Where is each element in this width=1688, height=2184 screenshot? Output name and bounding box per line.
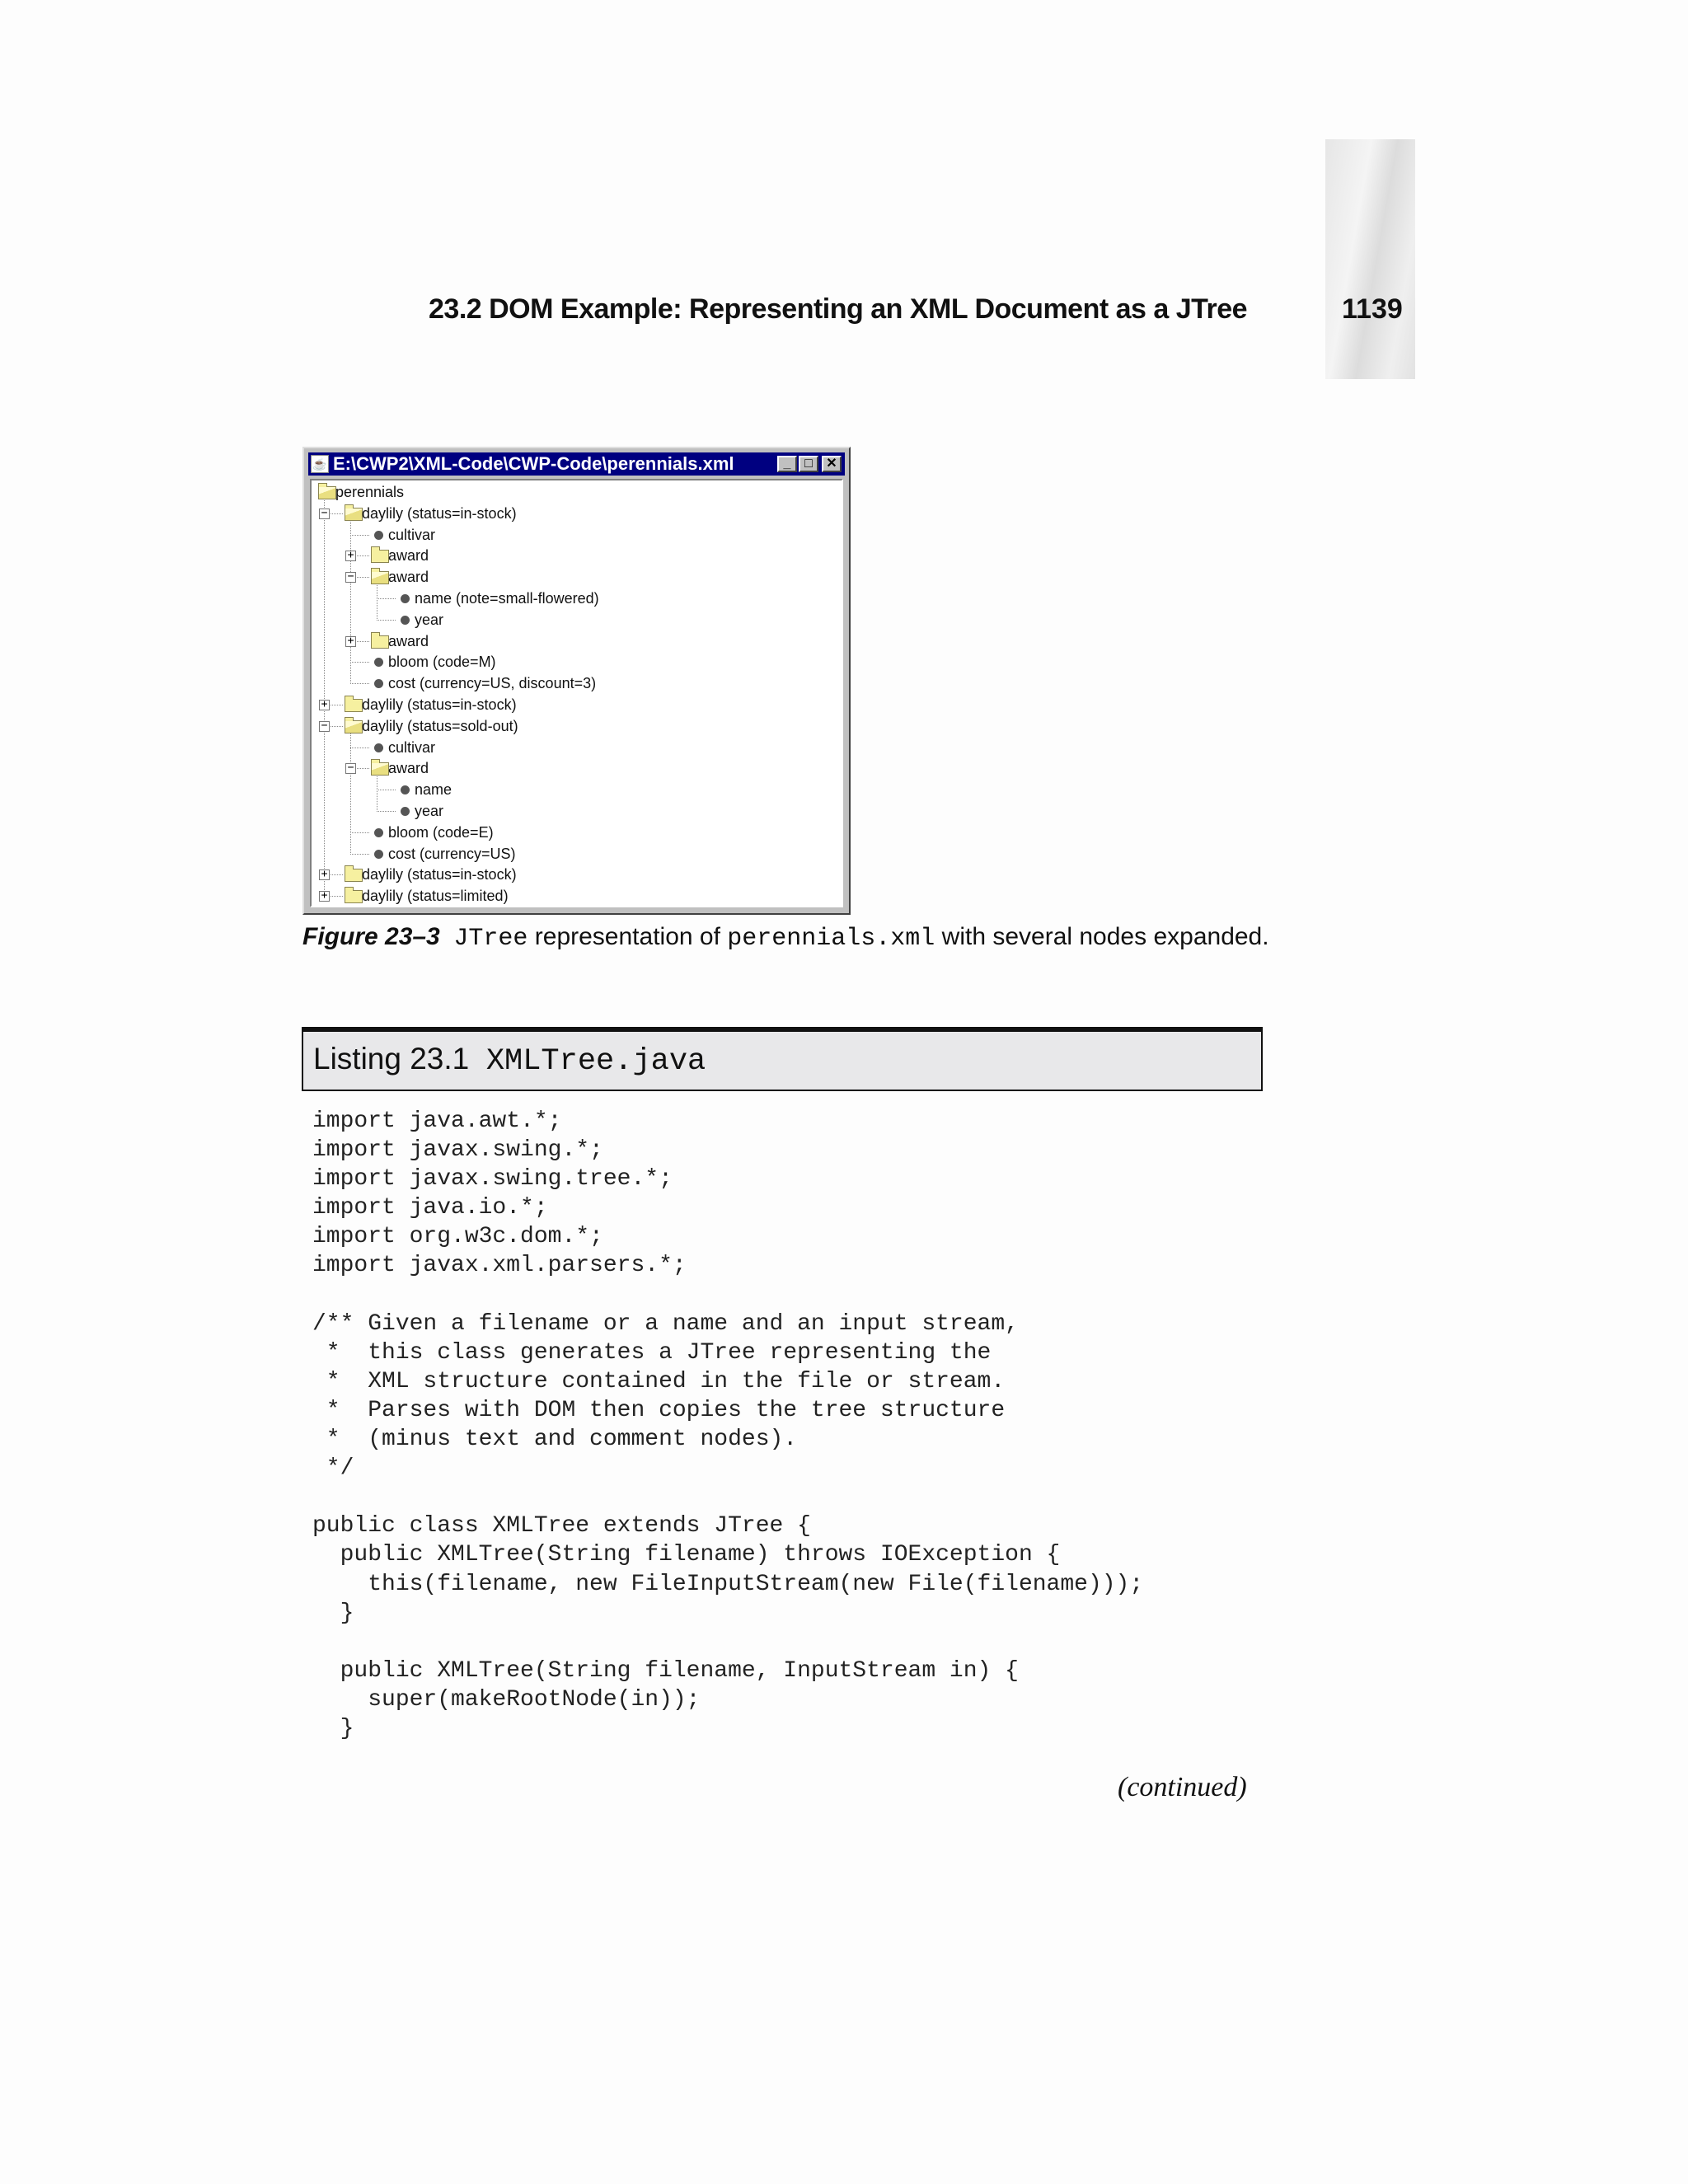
tree-node-label: name (note=small-flowered) [415, 590, 599, 607]
tree-node-label: award [388, 569, 429, 586]
tree-connector-line [350, 832, 369, 833]
tree-connector-line [377, 598, 396, 599]
tree-node-label: year [415, 803, 444, 819]
leaf-node-icon [401, 785, 410, 794]
maximize-button[interactable]: □ [799, 456, 818, 472]
tree-node-label: daylily (status=in-stock) [362, 504, 517, 522]
code-line: import javax.swing.*; [312, 1137, 603, 1164]
code-line: public class XMLTree extends JTree { [312, 1513, 811, 1540]
tree-node-label: cost (currency=US) [388, 845, 516, 862]
code-line: * XML structure contained in the file or stream. [312, 1368, 1006, 1394]
leaf-node-icon [374, 531, 383, 540]
listing-filename: XMLTree.java [485, 1044, 706, 1079]
tree-node[interactable] [312, 695, 842, 715]
collapse-icon[interactable]: − [345, 763, 356, 774]
tree-node-label: daylily (status=in-stock) [362, 696, 517, 713]
tree-node-label: award [388, 547, 429, 565]
tree-node-label: year [415, 611, 444, 628]
code-line: import javax.swing.tree.*; [312, 1166, 673, 1193]
expand-icon[interactable]: + [319, 891, 330, 902]
minimize-button[interactable]: _ [777, 456, 797, 472]
tree-connector-line [350, 535, 369, 536]
listing-header [302, 1027, 1263, 1091]
tree-node[interactable] [312, 631, 842, 652]
leaf-node-icon [374, 828, 383, 837]
tree-node-label: name [415, 781, 452, 799]
code-line: this(filename, new FileInputStream(new File(filename))); [312, 1571, 1144, 1597]
caption-text: representation of [528, 923, 728, 950]
tree-node[interactable] [312, 567, 842, 588]
page-number: 1139 [1342, 293, 1403, 325]
code-line: * (minus text and comment nodes). [312, 1427, 798, 1453]
window-title: E:\CWP2\XML-Code\CWP-Code\perennials.xml [333, 453, 734, 474]
figure-label: Figure 23–3 [302, 923, 440, 950]
code-line [312, 1281, 1143, 1310]
folder-open-icon [371, 571, 389, 584]
leaf-node-icon [401, 594, 410, 603]
code-line: * Parses with DOM then copies the tree structure [312, 1397, 1006, 1423]
tree-node-label: cultivar [388, 526, 436, 543]
tree-node[interactable] [312, 801, 842, 822]
tree-node[interactable] [312, 588, 842, 609]
tree-node-label: award [388, 632, 429, 649]
expand-icon[interactable]: + [345, 551, 356, 561]
tree-node[interactable] [312, 546, 842, 566]
code-line: */ [312, 1455, 354, 1482]
folder-open-icon [345, 508, 363, 521]
tree-node[interactable] [312, 823, 842, 843]
tree-node[interactable] [312, 738, 842, 758]
tree-node[interactable] [312, 504, 842, 524]
tree-node[interactable] [312, 652, 842, 673]
page-thumb-tab [1325, 139, 1415, 379]
tree-node-label: cultivar [388, 738, 436, 756]
code-line: * this class generates a JTree representing the [312, 1339, 992, 1366]
caption-text: with several nodes expanded. [935, 923, 1269, 950]
tree-node-label: bloom (code=M) [388, 654, 496, 671]
expand-icon[interactable]: + [345, 636, 356, 647]
window-title-bar[interactable] [308, 452, 845, 476]
tree-node-label: award [388, 760, 429, 777]
code-line: import java.awt.*; [312, 1108, 562, 1134]
tree-node[interactable] [312, 886, 842, 907]
tree-node-label: daylily (status=limited) [362, 888, 509, 905]
collapse-icon[interactable]: − [319, 509, 330, 519]
expand-icon[interactable]: + [319, 869, 330, 880]
tree-node-label: daylily (status=sold-out) [362, 717, 518, 734]
code-line: super(makeRootNode(in)); [312, 1686, 701, 1713]
close-button[interactable]: ✕ [822, 456, 842, 472]
tree-node-label: perennials [335, 484, 405, 500]
tree-node-label: daylily (status=in-stock) [362, 866, 517, 883]
tree-node[interactable] [312, 844, 842, 865]
tree-node[interactable] [312, 525, 842, 546]
code-line: public XMLTree(String filename, InputStream in) { [312, 1657, 1019, 1684]
code-line: public XMLTree(String filename) throws IOException { [312, 1542, 1061, 1568]
folder-closed-icon [345, 699, 363, 712]
caption-code: perennials.xml [727, 925, 935, 953]
tree-node[interactable] [312, 865, 842, 885]
tree-node-label: cost (currency=US, discount=3) [388, 675, 597, 692]
code-line: import javax.xml.parsers.*; [312, 1253, 687, 1279]
folder-closed-icon [371, 635, 389, 649]
caption-code: JTree [453, 925, 528, 953]
leaf-node-icon [374, 850, 383, 859]
tree-node[interactable] [312, 716, 842, 737]
leaf-node-icon [374, 679, 383, 688]
jtree-window [302, 447, 851, 915]
tree-node-label: bloom (code=E) [388, 823, 494, 841]
code-line: /** Given a filename or a name and an input stream, [312, 1310, 1019, 1337]
folder-open-icon [345, 720, 363, 733]
tree-node[interactable] [312, 673, 842, 694]
tree-connector-line [350, 662, 369, 663]
folder-closed-icon [371, 550, 389, 563]
tree-view[interactable] [310, 479, 843, 907]
code-line [312, 1628, 1143, 1657]
running-head: 23.2 DOM Example: Representing an XML Document as a JTree [429, 293, 1248, 325]
code-line: import java.io.*; [312, 1195, 548, 1221]
folder-closed-icon [345, 890, 363, 903]
collapse-icon[interactable]: − [319, 721, 330, 732]
leaf-node-icon [374, 743, 383, 752]
continued-note: (continued) [1118, 1772, 1247, 1802]
leaf-node-icon [401, 616, 410, 625]
figure-caption [302, 921, 1275, 954]
code-line: } [312, 1600, 354, 1626]
leaf-node-icon [401, 807, 410, 816]
code-line: } [312, 1715, 354, 1741]
tree-node[interactable] [312, 780, 842, 800]
tree-connector-line [350, 683, 369, 684]
tree-connector-line [377, 811, 396, 812]
code-line [312, 1483, 1143, 1511]
tree-connector-line [377, 620, 396, 621]
folder-open-icon [371, 762, 389, 776]
tree-connector-line [350, 854, 369, 855]
listing-label: Listing 23.1 [313, 1042, 470, 1076]
expand-icon[interactable]: + [319, 700, 330, 710]
folder-open-icon [318, 486, 336, 499]
code-line: import org.w3c.dom.*; [312, 1224, 603, 1250]
tree-node[interactable] [312, 482, 842, 503]
leaf-node-icon [374, 658, 383, 667]
tree-node[interactable] [312, 758, 842, 779]
collapse-icon[interactable]: − [345, 572, 356, 583]
java-app-icon[interactable]: ☕ [311, 455, 329, 473]
folder-closed-icon [345, 869, 363, 882]
tree-node[interactable] [312, 610, 842, 630]
code-listing [312, 1107, 1143, 1743]
